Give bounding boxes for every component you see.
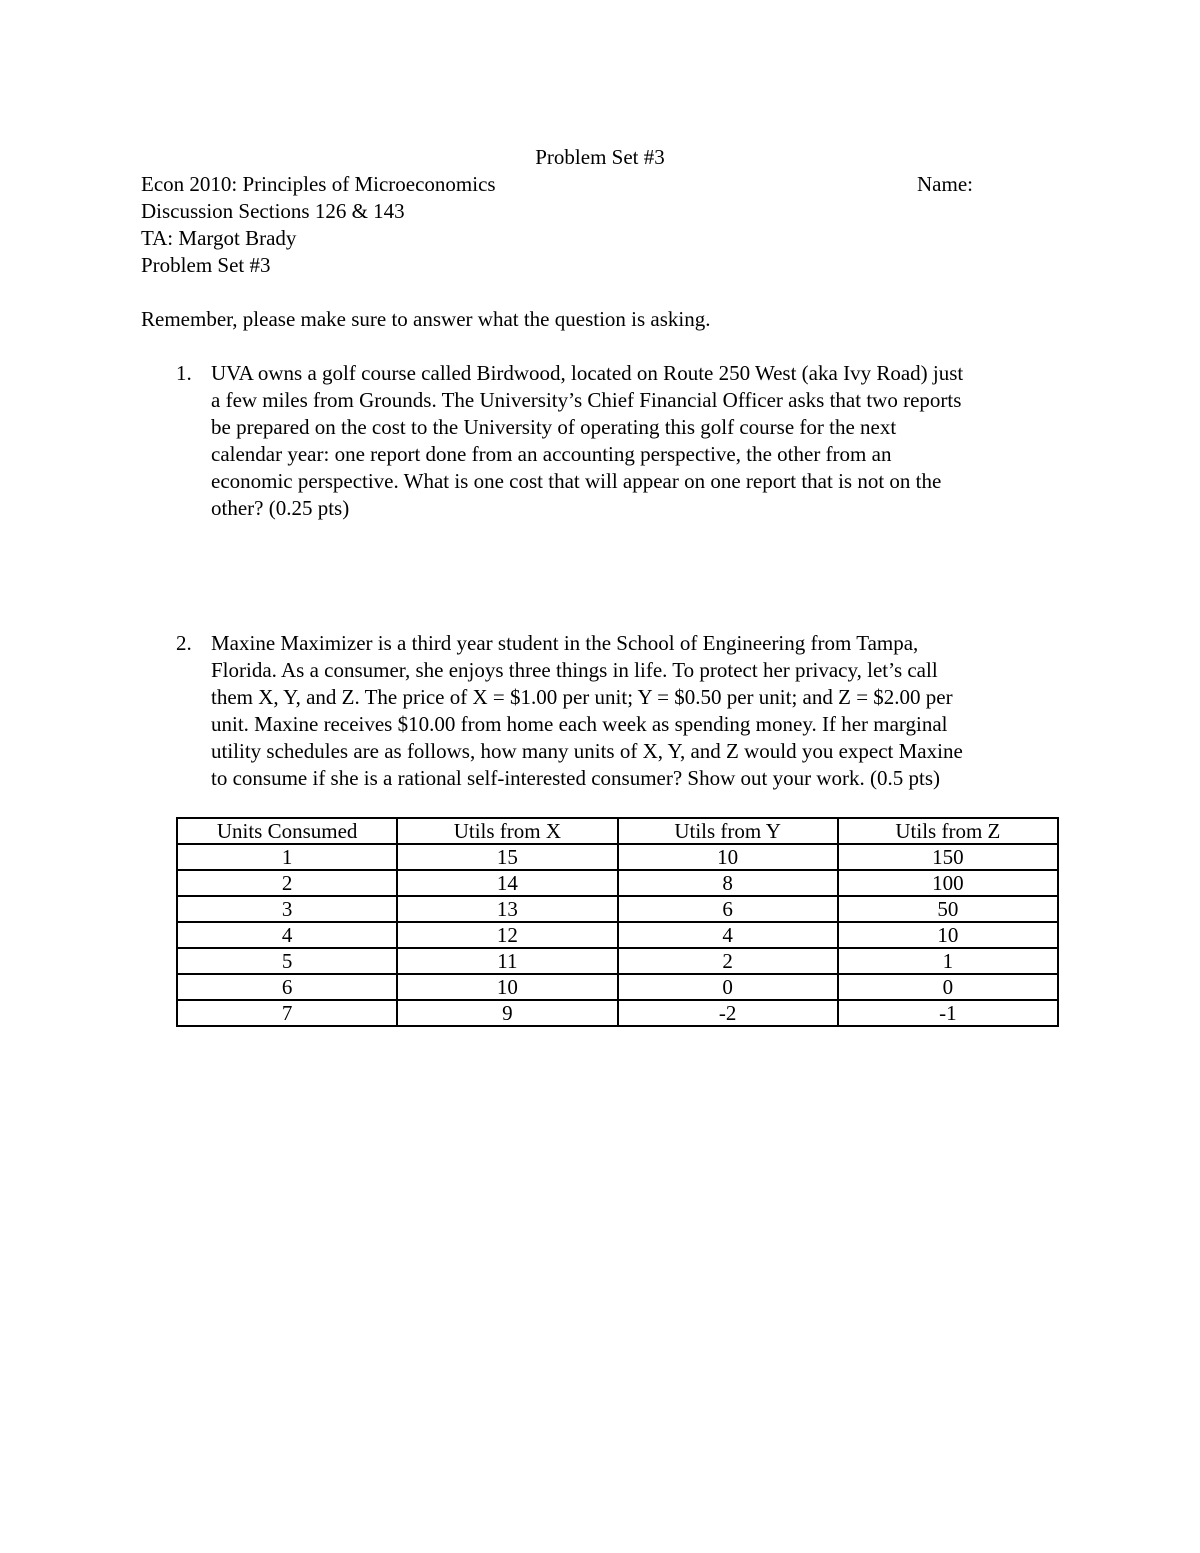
table-cell: 1 bbox=[838, 948, 1058, 974]
table-row bbox=[177, 1000, 1058, 1026]
table-cell: 13 bbox=[397, 896, 617, 922]
table-cell: 1 bbox=[177, 844, 397, 870]
table-cell: -2 bbox=[618, 1000, 838, 1026]
question-line: UVA owns a golf course called Birdwood, located on Route 250 West (aka Ivy Road) just bbox=[211, 361, 964, 385]
table-row bbox=[177, 948, 1058, 974]
question-text bbox=[211, 360, 1071, 522]
question-line: utility schedules are as follows, how many units of X, Y, and Z would you expect Maxine bbox=[211, 739, 963, 763]
header-utils-x: Utils from X bbox=[397, 818, 617, 844]
header-utils-z: Utils from Z bbox=[838, 818, 1058, 844]
table-header-row bbox=[177, 818, 1058, 844]
table-cell: 5 bbox=[177, 948, 397, 974]
table-cell: 0 bbox=[838, 974, 1058, 1000]
question-line: economic perspective. What is one cost that will appear on one report that is not on the bbox=[211, 469, 942, 493]
problem-set-label: Problem Set #3 bbox=[141, 253, 271, 277]
table-cell: 14 bbox=[397, 870, 617, 896]
header-units-consumed: Units Consumed bbox=[177, 818, 397, 844]
table-row bbox=[177, 844, 1058, 870]
question-number: 2. bbox=[176, 631, 192, 655]
utility-table bbox=[176, 817, 1059, 1027]
table-cell: 0 bbox=[618, 974, 838, 1000]
table-cell: -1 bbox=[838, 1000, 1058, 1026]
table-cell: 8 bbox=[618, 870, 838, 896]
table-cell: 2 bbox=[177, 870, 397, 896]
table-cell: 10 bbox=[397, 974, 617, 1000]
table-cell: 9 bbox=[397, 1000, 617, 1026]
question-line: to consume if she is a rational self-interested consumer? Show out your work. (0.5 pts) bbox=[211, 766, 941, 790]
table-cell: 4 bbox=[618, 922, 838, 948]
ta-name: TA: Margot Brady bbox=[141, 226, 297, 250]
document-title: Problem Set #3 bbox=[535, 145, 665, 169]
table-cell: 10 bbox=[618, 844, 838, 870]
question-line: a few miles from Grounds. The University’s Chief Financial Officer asks that two reports bbox=[211, 388, 962, 412]
discussion-sections: Discussion Sections 126 & 143 bbox=[141, 199, 405, 223]
table-cell: 100 bbox=[838, 870, 1058, 896]
table-cell: 150 bbox=[838, 844, 1058, 870]
table-cell: 3 bbox=[177, 896, 397, 922]
question-line: other? (0.25 pts) bbox=[211, 496, 350, 520]
table-row bbox=[177, 974, 1058, 1000]
name-label: Name: bbox=[917, 172, 973, 196]
question-line: unit. Maxine receives $10.00 from home each week as spending money. If her marginal bbox=[211, 712, 948, 736]
question-line: Maxine Maximizer is a third year student in the School of Engineering from Tampa, bbox=[211, 631, 919, 655]
table-cell: 6 bbox=[618, 896, 838, 922]
reminder-text: Remember, please make sure to answer what the question is asking. bbox=[141, 307, 711, 331]
table-row bbox=[177, 870, 1058, 896]
table-cell: 7 bbox=[177, 1000, 397, 1026]
question-line: them X, Y, and Z. The price of X = $1.00 per unit; Y = $0.50 per unit; and Z = $2.00 per bbox=[211, 685, 953, 709]
table-row bbox=[177, 896, 1058, 922]
table-cell: 50 bbox=[838, 896, 1058, 922]
table-cell: 10 bbox=[838, 922, 1058, 948]
question-line: calendar year: one report done from an accounting perspective, the other from an bbox=[211, 442, 892, 466]
table-cell: 12 bbox=[397, 922, 617, 948]
table-cell: 2 bbox=[618, 948, 838, 974]
table-cell: 4 bbox=[177, 922, 397, 948]
table-cell: 15 bbox=[397, 844, 617, 870]
question-line: be prepared on the cost to the University of operating this golf course for the next bbox=[211, 415, 897, 439]
question-line: Florida. As a consumer, she enjoys three things in life. To protect her privacy, let’s call bbox=[211, 658, 938, 682]
table-cell: 6 bbox=[177, 974, 397, 1000]
question-number: 1. bbox=[176, 361, 192, 385]
course-name: Econ 2010: Principles of Microeconomics bbox=[141, 172, 496, 196]
table-cell: 11 bbox=[397, 948, 617, 974]
header-utils-y: Utils from Y bbox=[618, 818, 838, 844]
table-row bbox=[177, 922, 1058, 948]
question-text bbox=[211, 630, 1071, 792]
